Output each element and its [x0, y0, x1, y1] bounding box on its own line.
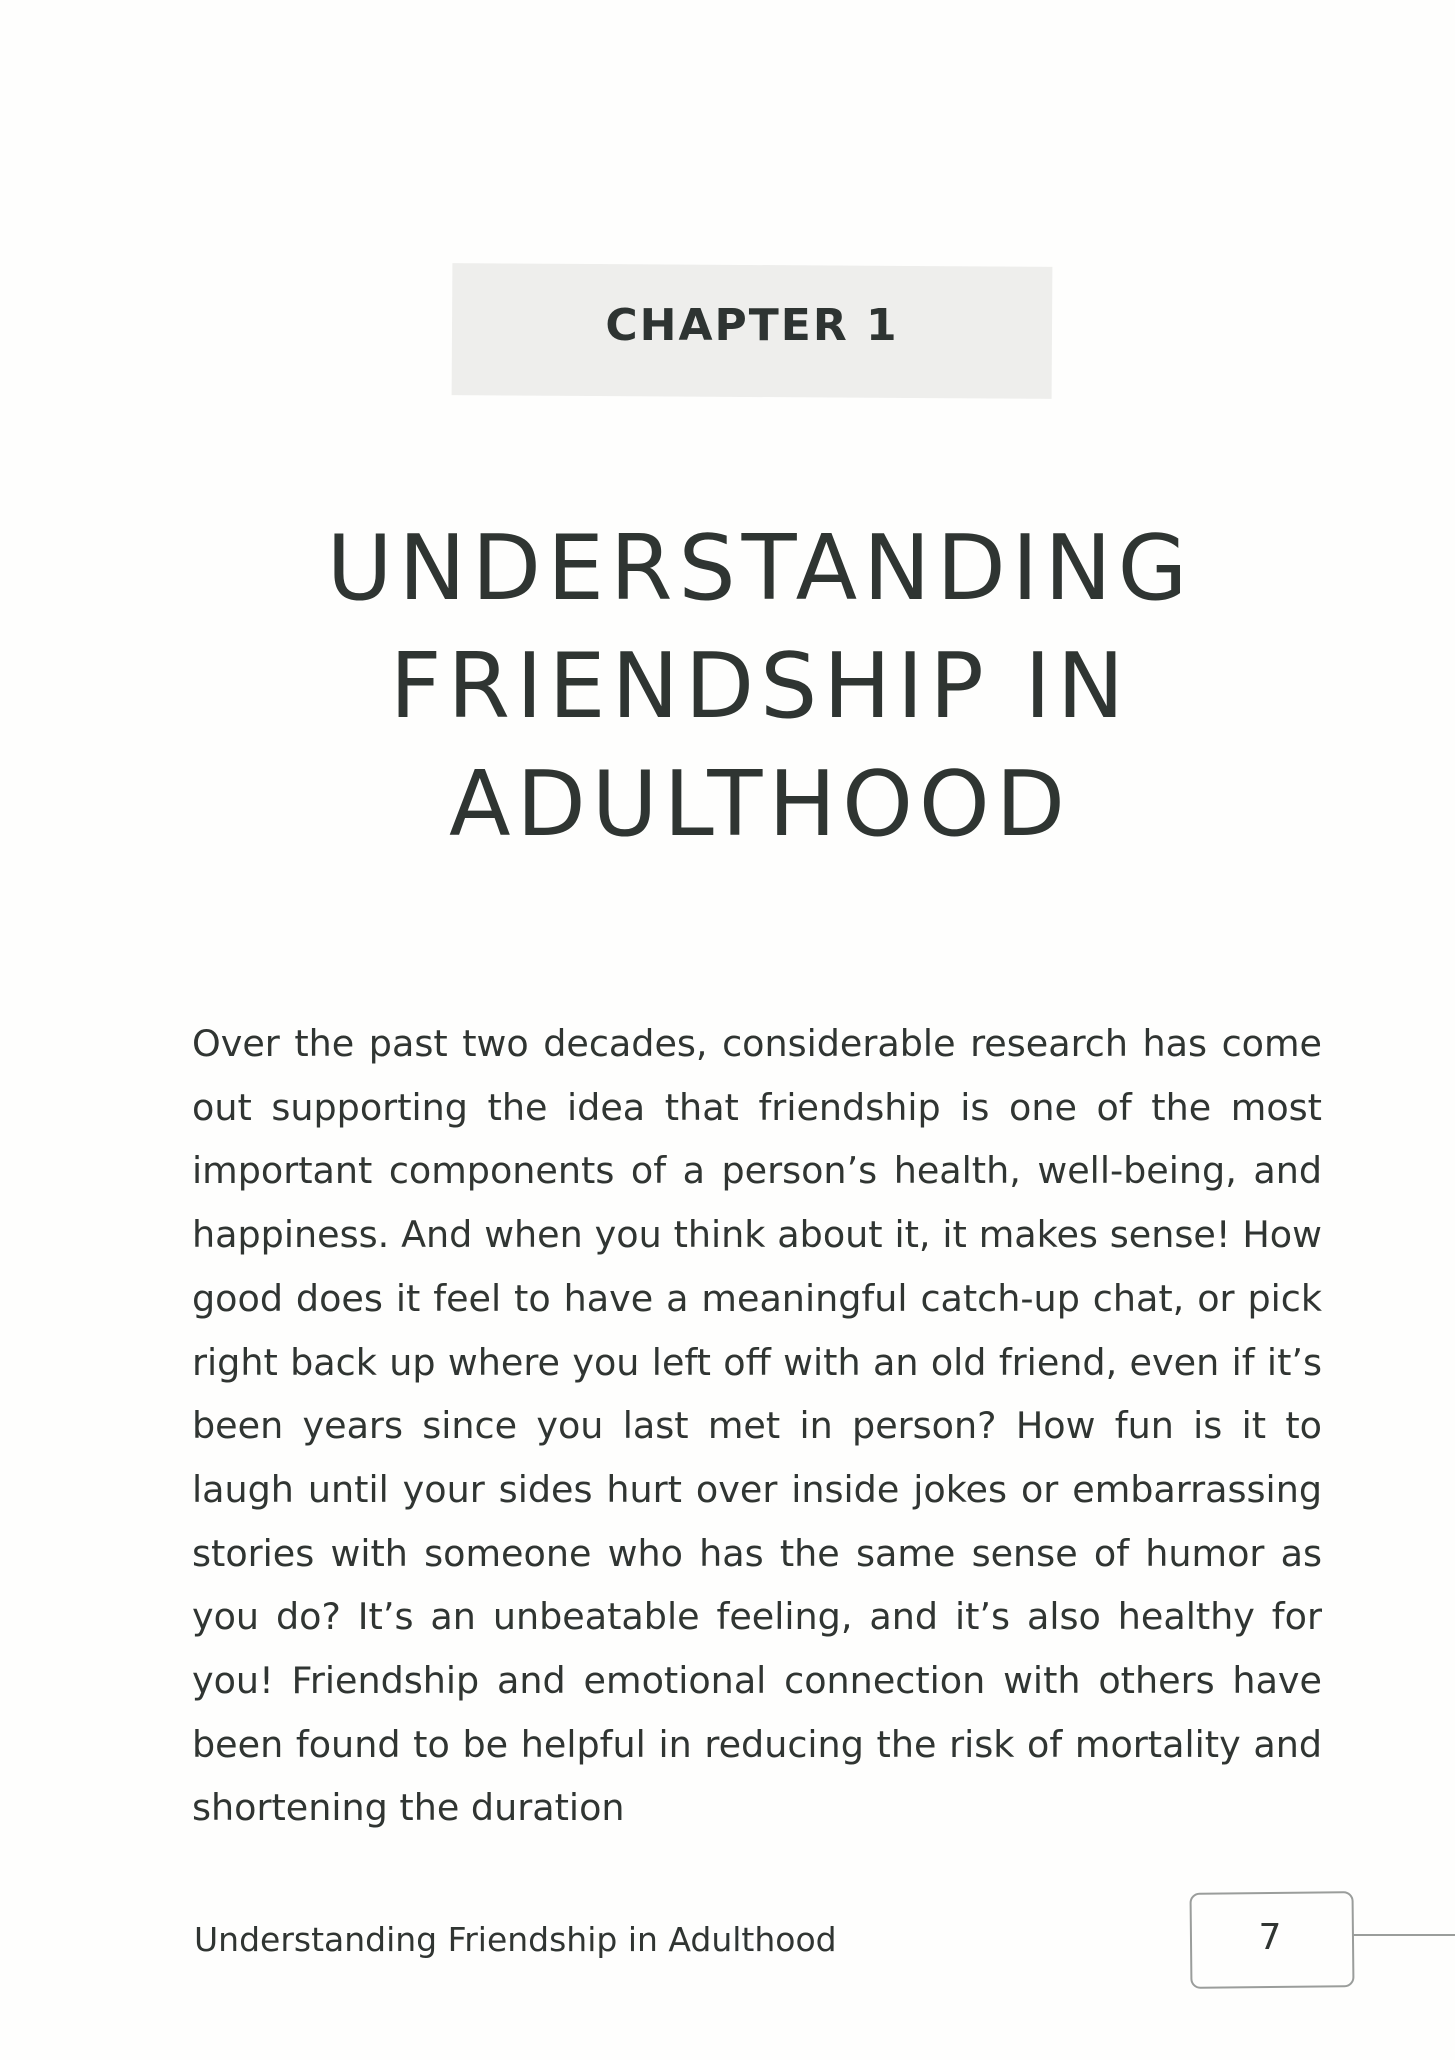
running-footer-title: Understanding Friendship in Adulthood [194, 1920, 837, 1959]
page-number: 7 [1258, 1917, 1282, 1958]
chapter-title-line-2: FRIENDSHIP IN [389, 634, 1131, 739]
chapter-title-line-1: UNDERSTANDING [326, 516, 1194, 621]
body-paragraph: Over the past two decades, considerable research has come out supporting the idea that friendship is one of the most important components of a person’s health, well-being, and happiness. And when you think about it, it makes sense! How good does it feel to have a meaningful catch-up chat, or pick right back up where you left off with an old friend, even if it’s been years since you last met in person? How fun is it to laugh until your sides hurt over inside jokes or embarrassing stories with someone who has the same sense of humor as you do? It’s an unbeatable feeling, and it’s also healthy for you! Friendship and emotional connection with others have been found to be helpful in reducing the risk of mortality and shortening the duration [192, 1022, 1322, 1830]
chapter-label: CHAPTER 1 [605, 300, 899, 351]
page-number-tab-rule [1352, 1934, 1455, 1936]
chapter-title-line-3: ADULTHOOD [448, 752, 1072, 857]
chapter-title [120, 510, 1400, 864]
